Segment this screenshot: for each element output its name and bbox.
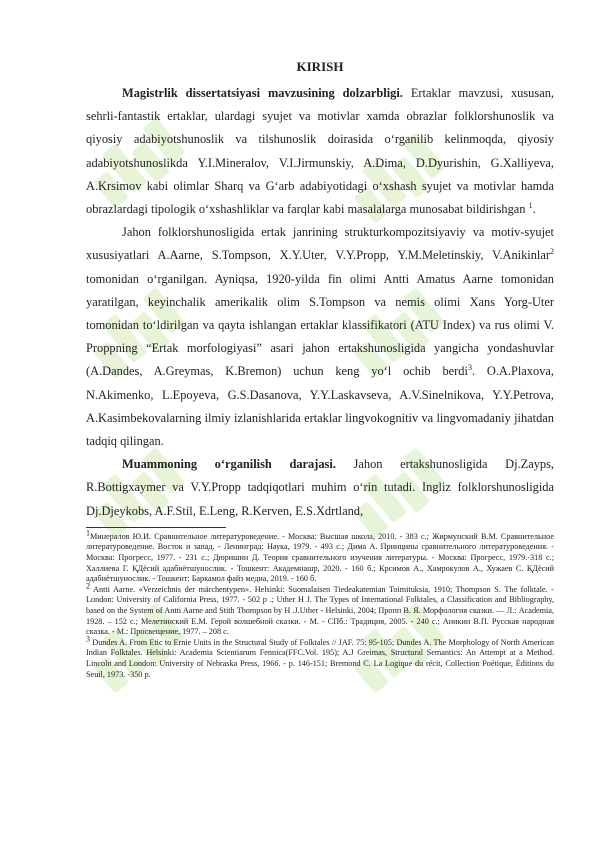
footnote-ref-2[interactable]: 2 <box>550 247 554 257</box>
footnote-number: 2 <box>86 581 90 591</box>
paragraph-study-level <box>86 453 554 523</box>
footnotes <box>86 528 554 680</box>
footnote-1 <box>86 528 554 585</box>
footnote-ref-1[interactable]: 1 <box>528 200 533 210</box>
footnote-number: 1 <box>86 528 90 538</box>
research-text-a: Jahon folklorshunosligida ertak janrining strukturkompozitsiyaviy va motiv-syujet xususiyatlari A.Aarne, S.Tompson, X.Y.Uter, V.Y.Propp, Y.M.Meletinskiy, V.Anikinlar <box>86 225 554 263</box>
footnote-text: Минералов Ю.И. Сравнительное литературоведение. - Москва: Высшая школа, 2010. - 383 с.; Жирмунский В.М. Сравнительное литературоведение. Восток и запад. - Ленинград: Наука, 1979. - 493 с.; Дима А. Принципы сравнительного литературоведения. - Москва: Прогресс, 1977. - 231 с.; Дюришин Д. Теория сравнительного изучения литературы. - Москва: Прогресс, 1979.-318 с.; Халлиева Г. ҚДёсий адабиётшунослик. - Тошкент: Академнашр, 2020. - 160 б.; Крсимов А., Хамрокулов А., Хужаев С. ҚДёсий адабиётшунослик. - Тошкент: Баркамол файз медиа, 2019. - 160 б. <box>86 531 554 584</box>
document-content <box>86 52 554 680</box>
relevance-heading: Magistrlik dissertatsiyasi mavzusining dolzarbligi. <box>122 86 403 100</box>
footnote-text: Dundes A. From Etic to Ernie Units in the Structural Study of Folktales // JAF. 75: 95-105; Dundes A. The Morphology of North American Indian Folktales. Helsinki: Academia Scientiarum Fennica(FFC.Vol. 195); A.J Greimas, Structural Semantics: An Attempt at a Method. Lincoln and London: University of Nebraska Press, 1966. - p. 146-151; Bremond C. La Logique du récit, Collection Poétique, Éditions du Seuil, 1973. -350 p. <box>86 637 554 679</box>
paragraph-relevance <box>86 82 554 221</box>
footnote-ref-3[interactable]: 3 <box>467 363 472 373</box>
footnote-number: 3 <box>86 634 90 644</box>
relevance-end: . <box>532 202 536 217</box>
paragraph-research <box>86 221 554 453</box>
research-text-c: . O.A.Plaxova, N.Akimenko, L.Epoyeva, G.S.Dasanova, Y.Y.Laskavseva, A.V.Sinelnikova, Y.Y.Petrova, A.Kasimbekovalarning ilmiy izlanishlarida ertaklar lingvokognitiv va lingvomadaniy jihatdan tadqiq qilingan. <box>86 364 554 449</box>
study-level-heading: Muammoning oʻrganilish darajasi. <box>122 457 336 472</box>
footnote-separator <box>86 527 226 528</box>
footnote-3 <box>86 634 554 680</box>
study-level-text: Jahon ertakshunosligida Dj.Zayps, R.Bottigxaymer va V.Y.Propp tadqiqotlari muhim oʻrin tutadi. Ingliz folklorshunosligida Dj.Djeykobs, A.F.Stil, E.Leng, R.Kerven, E.S.Xdrtland, <box>86 457 554 518</box>
research-text-b: tomonidan oʻrganilgan. Ayniqsa, 1920-yilda fin olimi Antti Amatus Aarne tomonidan yaratilgan, keyinchalik amerikalik olim S.Tompson va nemis olimi Xans Yorg-Uter tomonidan toʻldirilgan va qayta ishlangan ertaklar klassifikatori (ATU Index) va rus olimi V. Proppning “Ertak morfologiyasi” asari jahon ertakshunosligida yangicha yondashuvlar (A.Dandes, A.Greymas, K.Bremon) uchun keng yoʻl ochib berdi <box>86 271 554 379</box>
footnote-text: Antti Aarne. «Verzeichnis der märchentypen». Helsinki: Suomalaisen Tiedeakatemian Toimituksia, 1910; Thompson S. The folktale. - London: University of California Press, 1977. - 502 p .; Uther H J. The Types of International Folktales, a Classification and Bibliography, based on the System of Antti Aarne and Stith Thompson by H .J.Uther - Helsinki, 2004; Пропп В. Я. Морфология сказки. — Л.: Academia, 1928. – 152 с.; Мелетинский Е.М. Герой волшебной сказки. - М. - СПб.: Традиция, 2005. - 240 с.; Аникин В.П. Русская народная сказка. - М.: Просвещение, 1977. – 208 с. <box>86 584 554 637</box>
relevance-text: Ertaklar mavzusi, xususan, sehrli-fantastik ertaklar, ulardagi syujet va motivlar xamda obrazlar folklorshunoslik va qiyosiy adabiyotshunoslik va tilshunoslik doirasida oʻrganilib kelinmoqda, qiyosiy adabiyotshunoslikda Y.I.Mineralov, V.I.Jirmunskiy, A.Dima, D.Dyurishin, G.Xalliyeva, A.Krsimov kabi olimlar Sharq va Gʻarb adabiyotidagi oʻxshash syujet va motivlar hamda obrazlardagi tipologik oʻxshashliklar va farqlar kabi masalalarga munosabat bildirishgan <box>86 86 554 217</box>
footnote-2 <box>86 581 554 638</box>
page-title: KIRISH <box>296 59 344 74</box>
